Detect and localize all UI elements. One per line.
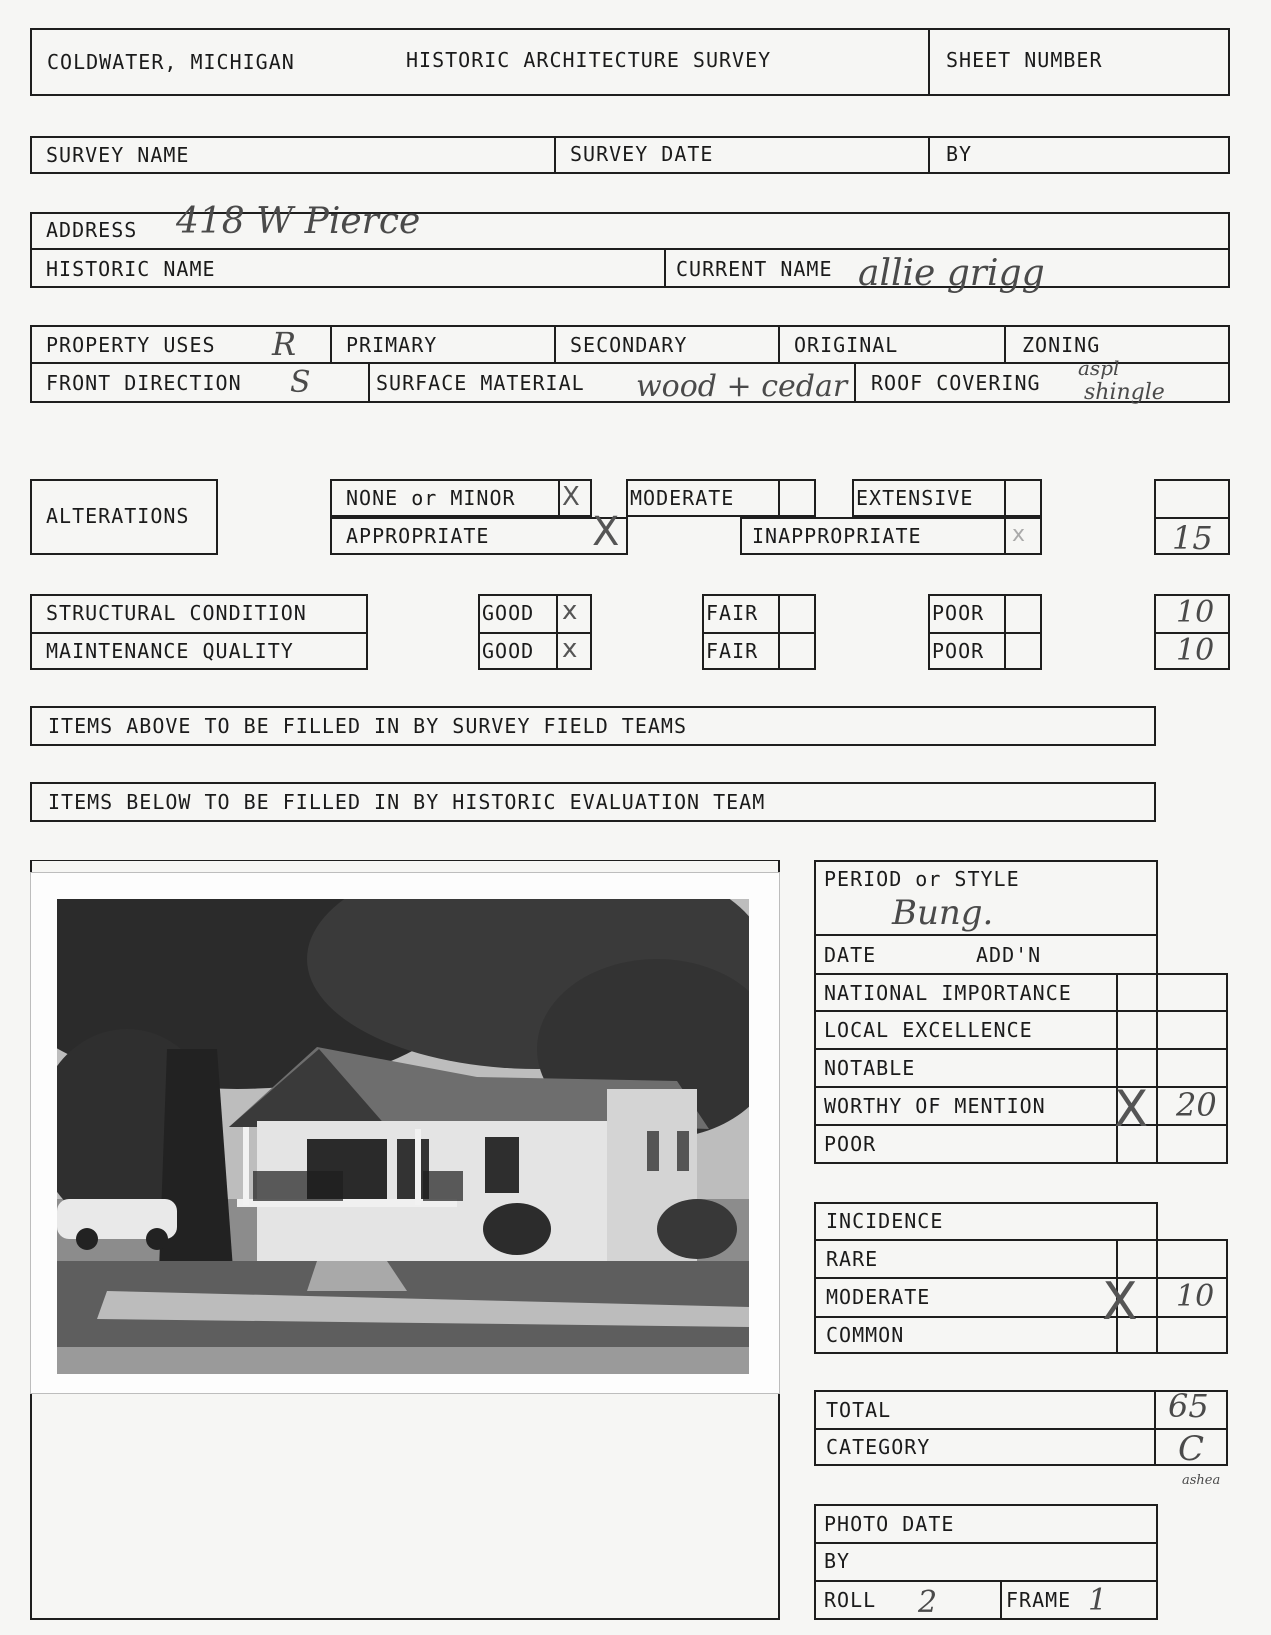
fair-label-maintenance: FAIR: [706, 639, 759, 663]
current-name-label: CURRENT NAME: [676, 257, 833, 281]
incidence-label: INCIDENCE: [826, 1209, 944, 1233]
property-col-6: [854, 362, 856, 403]
front-direction-value: S: [290, 365, 311, 400]
inappropriate-mark: x: [1012, 522, 1026, 547]
category-value: C: [1178, 1429, 1205, 1469]
eval-line-7: [1116, 1162, 1228, 1164]
fair-label-structural: FAIR: [706, 601, 759, 625]
appropriate-label: APPROPRIATE: [346, 524, 490, 548]
house-photo-image: [57, 899, 749, 1374]
fair-divider: [702, 632, 816, 634]
zoning-label: ZONING: [1022, 333, 1101, 357]
frame-label: FRAME: [1006, 1588, 1072, 1612]
totals-divider: [814, 1428, 1228, 1430]
address-label: ADDRESS: [46, 218, 138, 242]
property-col-4: [1004, 325, 1006, 363]
roof-covering-value-1: aspl: [1078, 356, 1120, 380]
inc-line-4: [1116, 1352, 1228, 1354]
none-minor-mark: X: [562, 482, 580, 512]
property-divider: [30, 362, 1230, 364]
local-excellence-label: LOCAL EXCELLENCE: [824, 1018, 1033, 1042]
category-label: CATEGORY: [826, 1435, 931, 1459]
roll-frame-divider: [1000, 1580, 1002, 1620]
sheet-number-label: SHEET NUMBER: [946, 48, 1103, 72]
survey-title: HISTORIC ARCHITECTURE SURVEY: [406, 48, 772, 72]
good-label-maintenance: GOOD: [482, 639, 535, 663]
eval-poor-label: POOR: [824, 1132, 877, 1156]
photo-info-line-1: [814, 1542, 1158, 1544]
photo-by-label: BY: [824, 1549, 851, 1573]
note-below: ITEMS BELOW TO BE FILLED IN BY HISTORIC EVALUATION TEAM: [48, 790, 766, 814]
maintenance-good-mark: x: [562, 634, 578, 664]
national-importance-label: NATIONAL IMPORTANCE: [824, 981, 1072, 1005]
house-photo: [30, 872, 780, 1394]
inappropriate-label: INAPPROPRIATE: [752, 524, 922, 548]
category-note: ashea: [1182, 1473, 1221, 1488]
surface-material-value: wood + cedar: [636, 369, 848, 404]
rare-label: RARE: [826, 1247, 879, 1271]
survey-divider-2: [928, 136, 930, 174]
roll-label: ROLL: [824, 1588, 877, 1612]
current-name-value: allie grigg: [858, 253, 1045, 294]
good-check-divider: [556, 594, 558, 670]
notable-label: NOTABLE: [824, 1056, 916, 1080]
good-label-structural: GOOD: [482, 601, 535, 625]
note-above: ITEMS ABOVE TO BE FILLED IN BY SURVEY FIELD TEAMS: [48, 714, 688, 738]
surface-material-label: SURFACE MATERIAL: [376, 371, 585, 395]
extensive-label: EXTENSIVE: [856, 486, 974, 510]
poor-label-structural: POOR: [932, 601, 985, 625]
addn-label: ADD'N: [976, 943, 1042, 967]
inappropriate-check-divider: [1004, 517, 1006, 555]
maintenance-score: 10: [1176, 633, 1215, 668]
property-uses-value: R: [272, 325, 297, 363]
property-col-5: [368, 362, 370, 403]
eval-line-6: [814, 1124, 1228, 1126]
poor-check-divider: [1004, 594, 1006, 670]
totals-score-divider: [1154, 1390, 1156, 1466]
worthy-score: 20: [1176, 1086, 1217, 1124]
incidence-moderate-score: 10: [1176, 1279, 1215, 1314]
current-name-divider: [664, 248, 666, 288]
eval-line-3: [814, 1010, 1228, 1012]
property-col-1: [330, 325, 332, 363]
date-label: DATE: [824, 943, 877, 967]
alterations-score: 15: [1172, 519, 1213, 557]
address-value: 418 W Pierce: [176, 201, 421, 242]
property-col-2: [554, 325, 556, 363]
period-style-value: Bung.: [892, 893, 994, 933]
total-value: 65: [1168, 1387, 1209, 1425]
roof-covering-value-2: shingle: [1084, 380, 1165, 405]
appropriate-mark: X: [592, 509, 620, 555]
original-label: ORIGINAL: [794, 333, 899, 357]
header-divider: [928, 28, 930, 96]
frame-value: 1: [1088, 1583, 1108, 1618]
photo-info-line-2: [814, 1580, 1158, 1582]
roll-value: 2: [918, 1585, 938, 1620]
incidence-moderate-mark: X: [1102, 1272, 1138, 1332]
historic-name-label: HISTORIC NAME: [46, 257, 216, 281]
secondary-label: SECONDARY: [570, 333, 688, 357]
structural-score: 10: [1176, 595, 1215, 630]
worthy-of-mention-label: WORTHY OF MENTION: [824, 1094, 1046, 1118]
fair-check-divider: [778, 594, 780, 670]
inc-line-2: [814, 1277, 1228, 1279]
survey-date-label: SURVEY DATE: [570, 142, 714, 166]
incidence-moderate-label: MODERATE: [826, 1285, 931, 1309]
worthy-mark: X: [1114, 1080, 1149, 1138]
photo-date-label: PHOTO DATE: [824, 1512, 955, 1536]
eval-line-2: [814, 973, 1228, 975]
moderate-check-divider: [778, 479, 780, 517]
common-label: COMMON: [826, 1323, 905, 1347]
alterations-label: ALTERATIONS: [46, 504, 190, 528]
structural-condition-label: STRUCTURAL CONDITION: [46, 601, 307, 625]
structural-good-mark: x: [562, 596, 578, 626]
survey-by-label: BY: [946, 142, 973, 166]
maintenance-quality-label: MAINTENANCE QUALITY: [46, 639, 294, 663]
extensive-check-divider: [1004, 479, 1006, 517]
address-divider: [30, 248, 1230, 250]
front-direction-label: FRONT DIRECTION: [46, 371, 242, 395]
city-label: COLDWATER, MICHIGAN: [47, 50, 295, 74]
property-uses-label: PROPERTY USES: [46, 333, 216, 357]
survey-divider-1: [554, 136, 556, 174]
roof-covering-label: ROOF COVERING: [871, 371, 1041, 395]
period-style-label: PERIOD or STYLE: [824, 867, 1020, 891]
inc-right-edge: [1226, 1239, 1228, 1354]
inc-line-3: [814, 1316, 1228, 1318]
eval-line-5: [814, 1086, 1228, 1088]
moderate-alteration-label: MODERATE: [630, 486, 735, 510]
condition-label-divider: [30, 632, 368, 634]
eval-line-4: [814, 1048, 1228, 1050]
primary-label: PRIMARY: [346, 333, 438, 357]
poor-label-maintenance: POOR: [932, 639, 985, 663]
none-minor-label: NONE or MINOR: [346, 486, 516, 510]
eval-line-1: [814, 934, 1158, 936]
inc-line-1: [814, 1239, 1228, 1241]
total-label: TOTAL: [826, 1398, 892, 1422]
survey-name-label: SURVEY NAME: [46, 143, 190, 167]
poor-divider: [928, 632, 1042, 634]
eval-right-edge: [1226, 973, 1228, 1164]
none-minor-check-divider: [558, 479, 560, 517]
property-col-3: [778, 325, 780, 363]
